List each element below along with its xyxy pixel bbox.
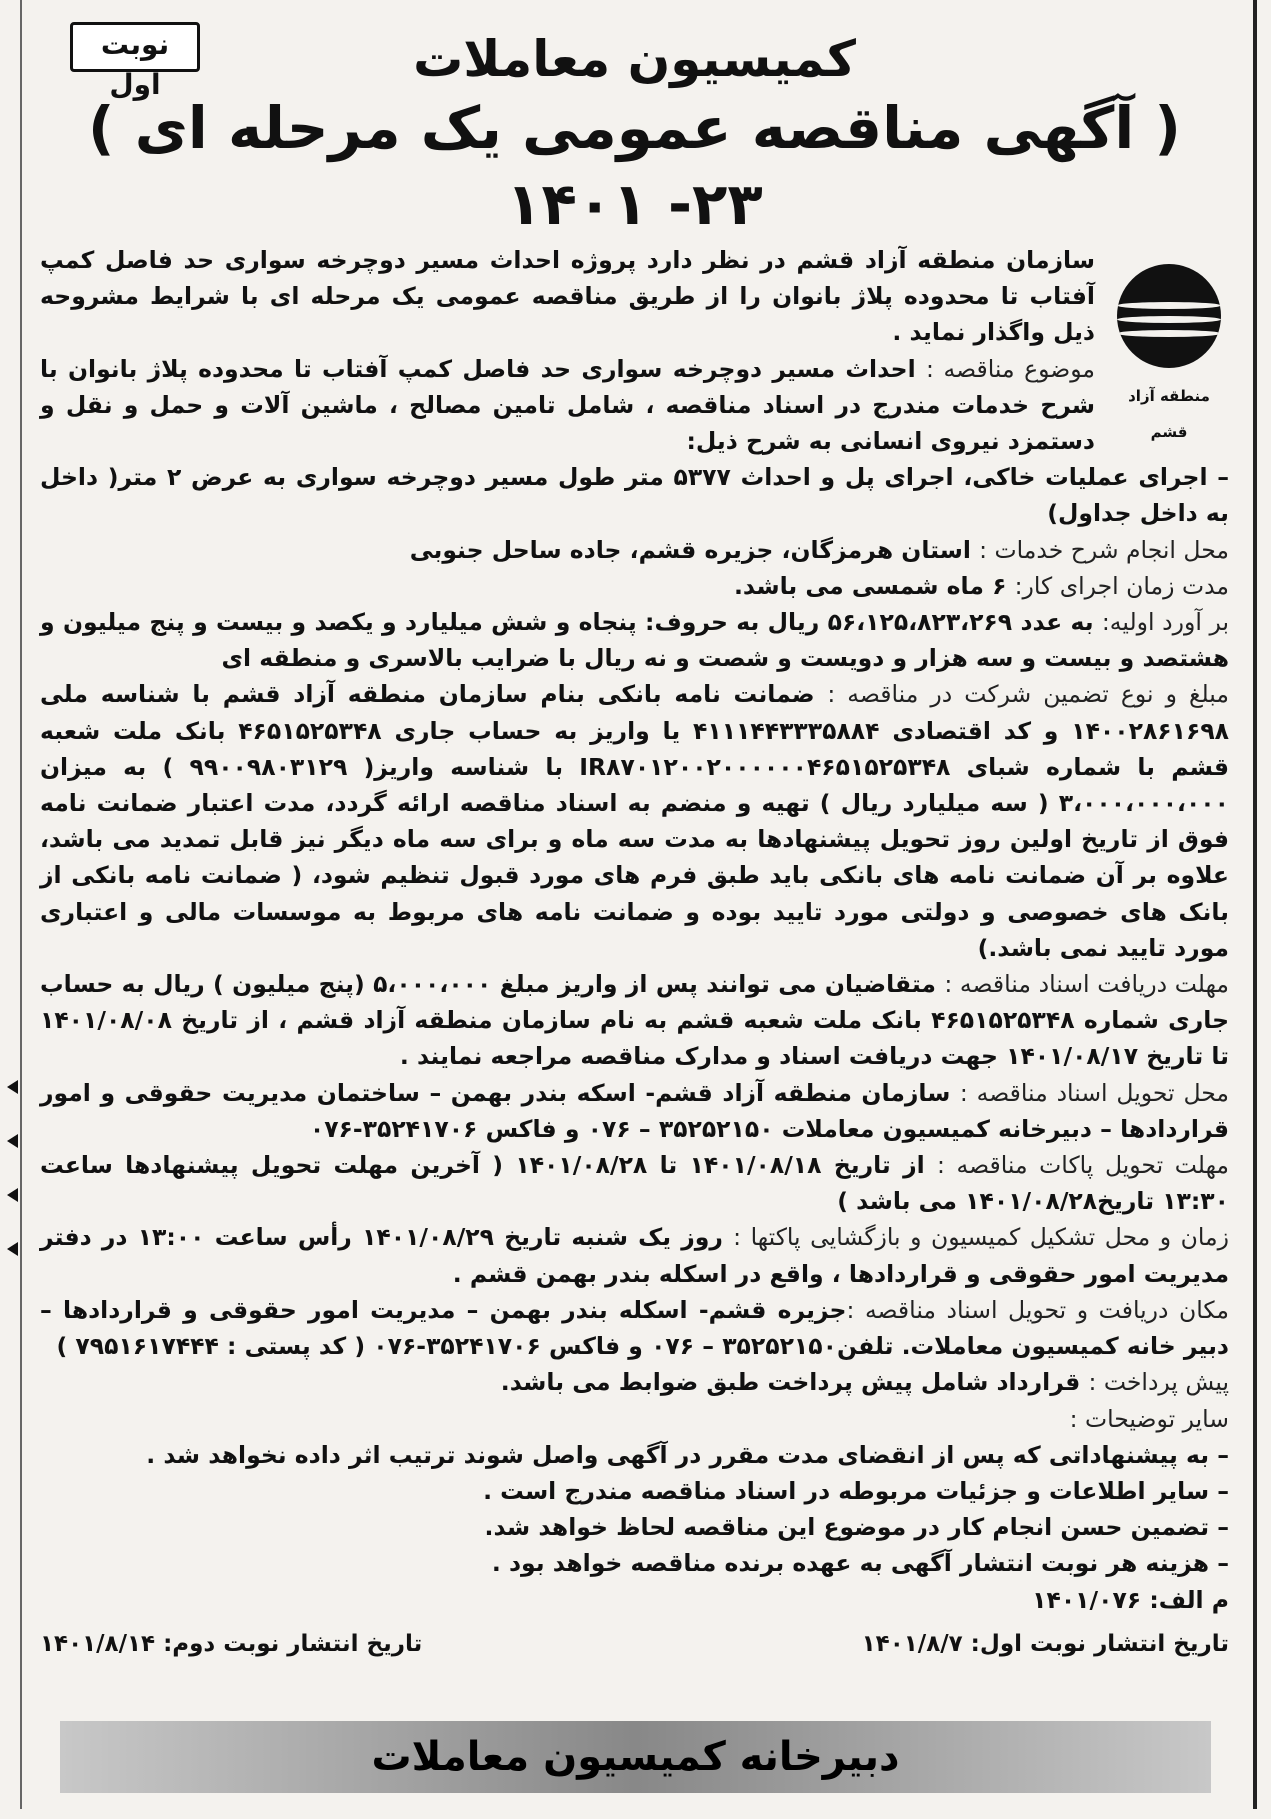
- logo-caption: منطقه آزاد قشم: [1128, 387, 1210, 442]
- note-item: – سایر اطلاعات و جزئیات مربوطه در اسناد مناقصه مندرج است .: [483, 1476, 1229, 1505]
- section-text: ضمانت نامه بانکی بنام سازمان منطقه آزاد قشم با شناسه ملی ۱۴۰۰۲۸۶۱۶۹۸ و کد اقتصادی ۴۱۱۱۴۴۳۳۳۵۸۸۴ یا واریز به حساب جاری ۴۶۵۱۵۲۵۳۴۸ بانک ملت شعبه قشم با شماره شبای IR۸۷۰۱۲۰۰۲۰۰۰۰۰۰۴۶۵۱۵۲۵۳۴۸ با شناسه واریز( ۹۹۰۰۹۸۰۳۱۲۹ ) به میزان ۳،۰۰۰،۰۰۰،۰۰۰ ( سه میلیارد ریال ) تهیه و منضم به اسناد مناقصه ارائه گردد، مدت اعتبار ضمانت نامه فوق از تاریخ اولین روز تحویل پیشنهادها به مدت سه ماه و برای سه ماه دیگر نیز قابل تمدید می باشد، علاوه بر آن ضمانت نامه های بانکی باید طبق فرم های مورد قبول تنظیم شود، ( ضمانت نامه بانکی از بانک های خصوصی و دولتی مورد تایید بوده و ضمانت نامه های مربوط به موسسات مالی و اعتباری مورد تایید نمی باشد.): [40, 680, 1230, 962]
- reference-number: م الف: ۱۴۰۱/۰۷۶: [1032, 1585, 1229, 1614]
- margin-marks: [4, 1080, 18, 1296]
- intro-paragraph: سازمان منطقه آزاد قشم در نظر دارد پروژه احداث مسیر دوچرخه سواری حد فاصل کمپ آفتاب تا محدوده پلاژ بانوان را از طریق مناقصه عمومی یک مرحله ای با شرایط مشروحه ذیل واگذار نماید .: [40, 246, 1095, 347]
- section-label: مبلغ و نوع تضمین شرکت در مناقصه :: [827, 680, 1229, 709]
- section-text: سازمان منطقه آزاد قشم- اسکه بندر بهمن – ساختمان مدیریت حقوقی و امور قراردادها – دبیرخانه کمیسیون معاملات ۳۵۲۵۲۱۵۰ – ۰۷۶ و فاکس ۳۵۲۴۱۷۰۶-۰۷۶: [40, 1078, 1229, 1143]
- second-publish-date: تاریخ انتشار نوبت دوم: ۱۴۰۱/۸/۱۴: [40, 1630, 423, 1657]
- first-publish-date: تاریخ انتشار نوبت اول: ۱۴۰۱/۸/۷: [861, 1630, 1229, 1657]
- section-label: زمان و محل تشکیل کمیسیون و بازگشایی پاکتها :: [733, 1223, 1229, 1252]
- section-label: موضوع مناقصه :: [925, 354, 1095, 383]
- page-subtitle: ( آگهی مناقصه عمومی یک مرحله ای ) ۲۳- ۱۴۰۱: [88, 94, 1181, 238]
- section-text: روز یک شنبه تاریخ ۱۴۰۱/۰۸/۲۹ رأس ساعت ۱۳:۰۰ در دفتر مدیریت امور حقوقی و قراردادها ، واقع در اسکله بندر بهمن قشم .: [40, 1223, 1229, 1288]
- page-frame: [20, 0, 1257, 1809]
- first-round-badge: نوبت اول: [70, 22, 200, 72]
- section-label: سایر توضیحات :: [1069, 1404, 1229, 1433]
- section-text: احداث مسیر دوچرخه سواری حد فاصل کمپ آفتاب تا محدوده پلاژ بانوان با شرح خدمات مندرج در اسناد مناقصه ، شامل تامین مصالح ، ماشین آلات و حمل و نقل و دستمزد نیروی انسانی به شرح ذیل:: [40, 354, 1095, 456]
- section-label: بر آورد اولیه:: [1101, 608, 1229, 637]
- footer-banner: دبیرخانه کمیسیون معاملات: [60, 1721, 1211, 1793]
- page-title: کمیسیون معاملات: [413, 30, 856, 88]
- note-item: – به پیشنهاداتی که پس از انقضای مدت مقرر در آگهی واصل شوند ترتیب اثر داده نخواهد شد .: [146, 1440, 1229, 1469]
- section-text: به عدد ۵۶،۱۲۵،۸۲۳،۲۶۹ ریال به حروف: پنجاه و شش میلیارد و یکصد و بیست و پنج میلیون و هشتصد و بیست و سه هزار و دویست و شصت و نه ریال با ضرایب بالاسری و منطقه ای: [40, 608, 1229, 673]
- section-text: ۶ ماه شمسی می باشد.: [733, 571, 1015, 600]
- section-label: محل تحویل اسناد مناقصه :: [959, 1078, 1229, 1107]
- section-label: محل انجام شرح خدمات :: [979, 535, 1229, 564]
- section-label: مهلت تحویل پاکات مناقصه :: [936, 1151, 1230, 1180]
- section-label: مهلت دریافت اسناد مناقصه :: [944, 970, 1229, 999]
- section-label: مدت زمان اجرای کار:: [1014, 571, 1229, 600]
- section-text: جزیره قشم- اسکله بندر بهمن – مدیریت امور حقوقی و قراردادها – دبیر خانه کمیسیون معاملات. تلفن۳۵۲۵۲۱۵۰ – ۰۷۶ و فاکس ۳۵۲۴۱۷۰۶-۰۷۶ ( کد پستی : ۷۹۵۱۶۱۷۴۴۴ ): [40, 1295, 1229, 1361]
- qeshm-free-zone-logo-icon: [1117, 264, 1221, 368]
- note-item: – هزینه هر نوبت انتشار آگهی به عهده برنده مناقصه خواهد بود .: [491, 1549, 1229, 1578]
- section-text: قرارداد شامل پیش پرداخت طبق ضوابط می باشد.: [500, 1368, 1089, 1397]
- section-label: مکان دریافت و تحویل اسناد مناقصه :: [846, 1295, 1229, 1324]
- section-label: پیش پرداخت :: [1088, 1368, 1229, 1397]
- section-text: متقاضیان می توانند پس از واریز مبلغ ۵،۰۰۰،۰۰۰ (پنج میلیون ) ریال به حساب جاری شماره ۴۶۵۱۵۲۵۳۴۸ بانک ملت شعبه قشم به نام سازمان منطقه آزاد قشم ، از تاریخ ۱۴۰۱/۰۸/۰۸ تا تاریخ ۱۴۰۱/۰۸/۱۷ جهت دریافت اسناد و مدارک مناقصه مراجعه نمایند .: [40, 970, 1230, 1071]
- section-text: – اجرای عملیات خاکی، اجرای پل و احداث ۵۳۷۷ متر طول مسیر دوچرخه سواری به عرض ۲ متر( داخل به داخل جداول): [40, 463, 1229, 528]
- note-item: – تضمین حسن انجام کار در موضوع این مناقصه لحاظ خواهد شد.: [484, 1513, 1229, 1542]
- section-text: از تاریخ ۱۴۰۱/۰۸/۱۸ تا ۱۴۰۱/۰۸/۲۸ ( آخرین مهلت تحویل پیشنهادها ساعت ۱۳:۳۰ تاریخ۱۴۰۱/۰۸/۲۸ می باشد ): [40, 1151, 1229, 1216]
- section-text: استان هرمزگان، جزیره قشم، جاده ساحل جنوبی: [409, 535, 980, 564]
